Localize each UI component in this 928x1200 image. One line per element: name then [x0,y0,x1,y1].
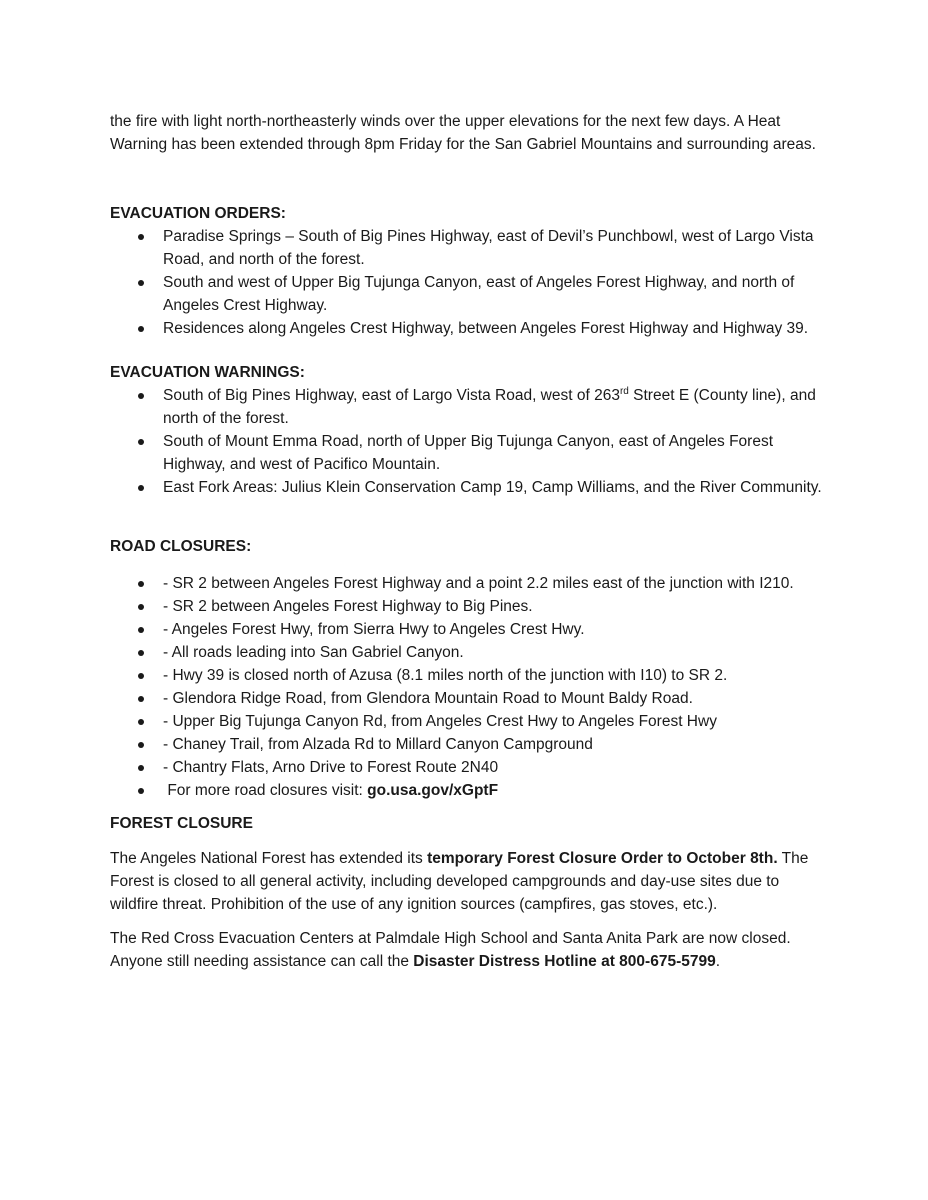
road-closures-link[interactable]: go.usa.gov/xGptF [367,782,499,799]
list-item: South and west of Upper Big Tujunga Canyon, east of Angeles Forest Highway, and north of Angeles Crest Highway. [110,271,830,317]
intro-paragraph: the fire with light north-northeasterly winds over the upper elevations for the next few days. A Heat Warning has been extended through 8pm Friday for the San Gabriel Mountains and surrounding areas. [110,113,816,153]
list-item-text: For more road closures visit: [167,782,368,799]
paragraph-text: The Forest is closed to all general activity, including developed campgrounds and day-use sites due to wildfire threat. Prohibition of the use of any ignition sources (campfires, gas stoves, etc.). [110,850,809,913]
list-item: - SR 2 between Angeles Forest Highway and a point 2.2 miles east of the junction with I210. [110,572,830,595]
list-item: - Chaney Trail, from Alzada Rd to Millard Canyon Campground [110,733,830,756]
list-item: - SR 2 between Angeles Forest Highway to Big Pines. [110,595,830,618]
list-item: South of Mount Emma Road, north of Upper Big Tujunga Canyon, east of Angeles Forest Highway, and west of Pacifico Mountain. [110,430,830,476]
list-item: - Chantry Flats, Arno Drive to Forest Route 2N40 [110,756,830,779]
list-item [110,779,830,802]
list-item: - Glendora Ridge Road, from Glendora Mountain Road to Mount Baldy Road. [110,687,830,710]
evacuation-warnings-heading: EVACUATION WARNINGS: [110,364,305,381]
ordinal-suffix: rd [619,386,629,397]
list-item: East Fork Areas: Julius Klein Conservation Camp 19, Camp Williams, and the River Community. [110,476,830,499]
red-cross-paragraph [110,927,830,973]
road-closures-list [110,572,830,802]
paragraph-text: The Red Cross Evacuation Centers at Palmdale High School and Santa Anita Park are now closed. Anyone still needing assistance can call the [110,930,791,970]
road-closures-heading: ROAD CLOSURES: [110,538,252,555]
paragraph-text: . [715,953,721,970]
list-item: Residences along Angeles Crest Highway, between Angeles Forest Highway and Highway 39. [110,317,830,340]
evacuation-warnings-list [110,384,830,499]
list-item: - Upper Big Tujunga Canyon Rd, from Angeles Crest Hwy to Angeles Forest Hwy [110,710,830,733]
forest-closure-heading: FOREST CLOSURE [110,815,253,832]
evacuation-orders-list [110,225,830,340]
document-body [110,110,830,973]
hotline-emphasis: Disaster Distress Hotline at 800-675-5799 [413,953,716,970]
forest-closure-paragraph [110,847,830,916]
list-item: - Hwy 39 is closed north of Azusa (8.1 miles north of the junction with I10) to SR 2. [110,664,830,687]
list-item [110,384,830,430]
list-item: - Angeles Forest Hwy, from Sierra Hwy to Angeles Crest Hwy. [110,618,830,641]
paragraph-text: The Angeles National Forest has extended its [110,850,428,867]
evacuation-orders-heading: EVACUATION ORDERS: [110,205,286,222]
list-item: Paradise Springs – South of Big Pines Highway, east of Devil’s Punchbowl, west of Largo Vista Road, and north of the forest. [110,225,830,271]
list-item-text: South of Big Pines Highway, east of Largo Vista Road, west of 263 [163,387,620,404]
list-item-text: Street E (County line), and north of the forest. [163,387,816,427]
closure-order-emphasis: temporary Forest Closure Order to October 8th. [427,850,778,867]
list-item: - All roads leading into San Gabriel Canyon. [110,641,830,664]
